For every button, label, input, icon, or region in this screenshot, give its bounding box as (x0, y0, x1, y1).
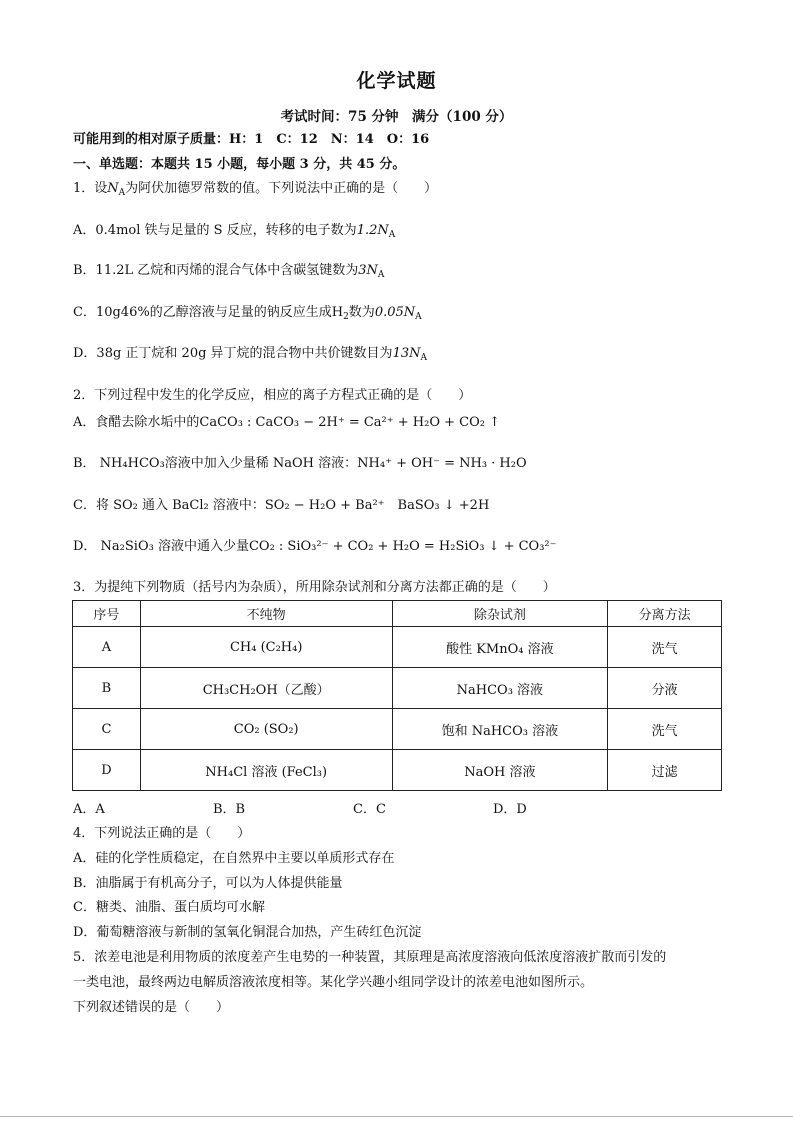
q1-stem: 1．设$N_A$为阿伏加德罗常数的值。下列说法中正确的是（ ） (73, 181, 438, 198)
q4-option-a: A．硅的化学性质稳定，在自然界中主要以单质形式存在 (73, 851, 395, 866)
table-cell: 饱和 NaHCO₃ 溶液 (392, 709, 608, 750)
table-cell: D (73, 750, 141, 791)
q5-line-2: 一类电池，最终两边电解质溶液浓度相等。某化学兴趣小组同学设计的浓差电池如图所示。 (73, 975, 594, 990)
q2-option-d: D． Na₂SiO₃ 溶液中通入少量CO₂ : SiO₃²⁻ + CO₂ + H₂O = H₂SiO₃ ↓ + CO₃²⁻ (73, 539, 557, 554)
table-cell: NaOH 溶液 (392, 750, 608, 791)
q3-option-a: A．A (73, 802, 105, 817)
na-symbol: N (107, 181, 119, 196)
q4-option-c: C．糖类、油脂、蛋白质均可水解 (73, 900, 265, 915)
table-row (73, 750, 722, 791)
section-header: 一、单选题：本题共 15 小题，每小题 3 分，共 45 分。 (73, 157, 406, 172)
table-row (73, 709, 722, 750)
header-cell: 序号 (73, 601, 141, 627)
table-cell: A (73, 627, 141, 668)
q1-option-c: C．10g46%的乙醇溶液与足量的钠反应生成$H_2$数为$0.05N_A$ (73, 305, 422, 322)
q5-line-1: 5．浓差电池是利用物质的浓度差产生电势的一种装置，其原理是高浓度溶液向低浓度溶液扩散而引发的 (73, 950, 667, 965)
table-cell: CH₃CH₂OH（乙酸） (140, 668, 392, 709)
q5-line-3: 下列叙述错误的是（ ） (73, 1000, 230, 1015)
page-bottom-divider (0, 1116, 793, 1117)
q4-option-d: D．葡萄糖溶液与新制的氢氧化铜混合加热，产生砖红色沉淀 (73, 925, 422, 940)
table-cell: 过滤 (608, 750, 722, 791)
q2-option-b: B． NH₄HCO₃溶液中加入少量稀 NaOH 溶液：NH₄⁺ + OH⁻ = NH₃ · H₂O (73, 456, 527, 471)
q3-options (73, 801, 633, 819)
table-cell: C (73, 709, 141, 750)
table-cell: B (73, 668, 141, 709)
q2-stem: 2．下列过程中发生的化学反应，相应的离子方程式正确的是（ ） (73, 388, 472, 403)
table-cell: 酸性 KMnO₄ 溶液 (392, 627, 608, 668)
atomic-mass-line: 可能用到的相对原子质量：H：1 C：12 N：14 O：16 (73, 132, 430, 147)
table-cell: CH₄ (C₂H₄) (140, 627, 392, 668)
q1-option-b: B．11.2L 乙烷和丙烯的混合气体中含碳氢键数为$3N_A$ (73, 263, 385, 280)
table-cell: NH₄Cl 溶液 (FeCl₃) (140, 750, 392, 791)
header-cell: 分离方法 (608, 601, 722, 627)
table-cell: 洗气 (608, 627, 722, 668)
q1-option-a: A．0.4mol 铁与足量的 S 反应，转移的电子数为$1.2N_A$ (73, 223, 396, 240)
table-cell: CO₂ (SO₂) (140, 709, 392, 750)
table-cell: 分液 (608, 668, 722, 709)
q4-option-b: B．油脂属于有机高分子，可以为人体提供能量 (73, 876, 343, 891)
page-title: 化学试题 (356, 70, 437, 92)
table-cell: NaHCO₃ 溶液 (392, 668, 608, 709)
table-row (73, 627, 722, 668)
table-row (73, 668, 722, 709)
header-cell: 除杂试剂 (392, 601, 608, 627)
q2-option-a: A．食醋去除水垢中的CaCO₃ : CaCO₃ − 2H⁺ = Ca²⁺ + H₂O + CO₂ ↑ (73, 415, 500, 430)
q1-option-d: D．38g 正丁烷和 20g 异丁烷的混合物中共价键数目为$13N_A$ (73, 346, 427, 363)
table-cell: 洗气 (608, 709, 722, 750)
q3-option-b: B．B (213, 802, 246, 817)
q3-table (72, 600, 722, 791)
header-cell: 不纯物 (140, 601, 392, 627)
exam-info: 考试时间：75 分钟 满分（100 分） (280, 109, 513, 125)
q2-option-c: C．将 SO₂ 通入 BaCl₂ 溶液中：SO₂ − H₂O + Ba²⁺ BaSO₃ ↓ +2H (73, 498, 490, 513)
q3-stem: 3．为提纯下列物质（括号内为杂质），所用除杂试剂和分离方法都正确的是（ ） (73, 580, 556, 595)
q3-option-c: C．C (353, 802, 386, 817)
q4-stem: 4．下列说法正确的是（ ） (73, 826, 251, 841)
table-header-row (73, 601, 722, 627)
q3-option-d: D．D (493, 802, 527, 817)
